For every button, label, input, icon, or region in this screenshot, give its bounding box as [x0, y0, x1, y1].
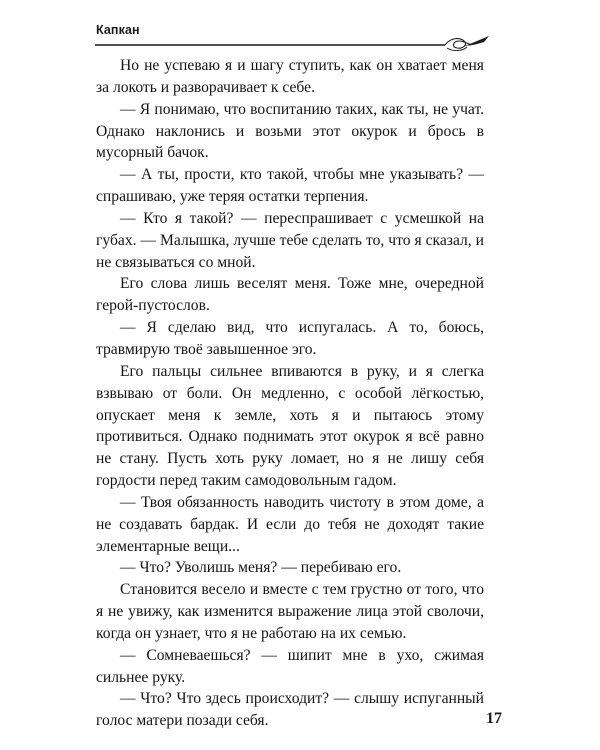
page-number: 17 — [486, 710, 502, 727]
paragraph: — Сомневаешься? — шипит мне в ухо, сжимая сильнее руку. — [96, 646, 484, 686]
running-header-title: Капкан — [96, 23, 140, 37]
paragraph: Но не успеваю я и шагу ступить, как он хватает меня за локоть и разворачивает к себе. — [96, 57, 484, 96]
paragraph: — Что? Уволишь меня? — перебиваю его. — [120, 559, 402, 577]
paragraph: — Я сделаю вид, что испугалась. А то, боюсь, травмирую твоё завышенное эго. — [96, 319, 484, 358]
paragraph: — Что? Что здесь происходит? — слышу испуганный голос матери позади себя. — [96, 690, 484, 730]
paragraph: — А ты, прости, кто такой, чтобы мне указывать? — спрашиваю, уже теряя остатки терпения. — [96, 166, 484, 206]
quill-flourish-icon — [95, 34, 490, 52]
paragraph: Становится весело и вместе с тем грустно от того, что я не увижу, как изменится выражение лица этой сволочи, когда он узнает, что я не работаю на их семью. — [96, 581, 484, 642]
paragraph: — Кто я такой? — переспрашивает с усмешкой на губах. — Малышка, лучше тебе сделать то, что я сказал, и не связываться со мной. — [96, 209, 484, 271]
paragraph: Его пальцы сильнее впиваются в руку, и я слегка взвываю от боли. Он медленно, с особой лёгкостью, опускает меня к земле, хоть я и пытаюсь этому противиться. Однако поднимать этот окурок я всё равно не стану. Пусть хоть руку ломает, но я не лишу себя гордости перед таким самодовольным гадом. — [96, 362, 484, 490]
paragraph: Его слова лишь веселят меня. Тоже мне, очередной герой-пустослов. — [96, 275, 484, 315]
paragraph: — Твоя обязанность наводить чистоту в этом доме, а не создавать бардак. И если до тебя не доходят такие элементарные вещи... — [96, 493, 484, 555]
body-text — [96, 55, 484, 732]
paragraph: — Я понимаю, что воспитанию таких, как ты, не учат. Однако наклонись и возьми этот окурок и брось в мусорный бачок. — [96, 100, 484, 162]
